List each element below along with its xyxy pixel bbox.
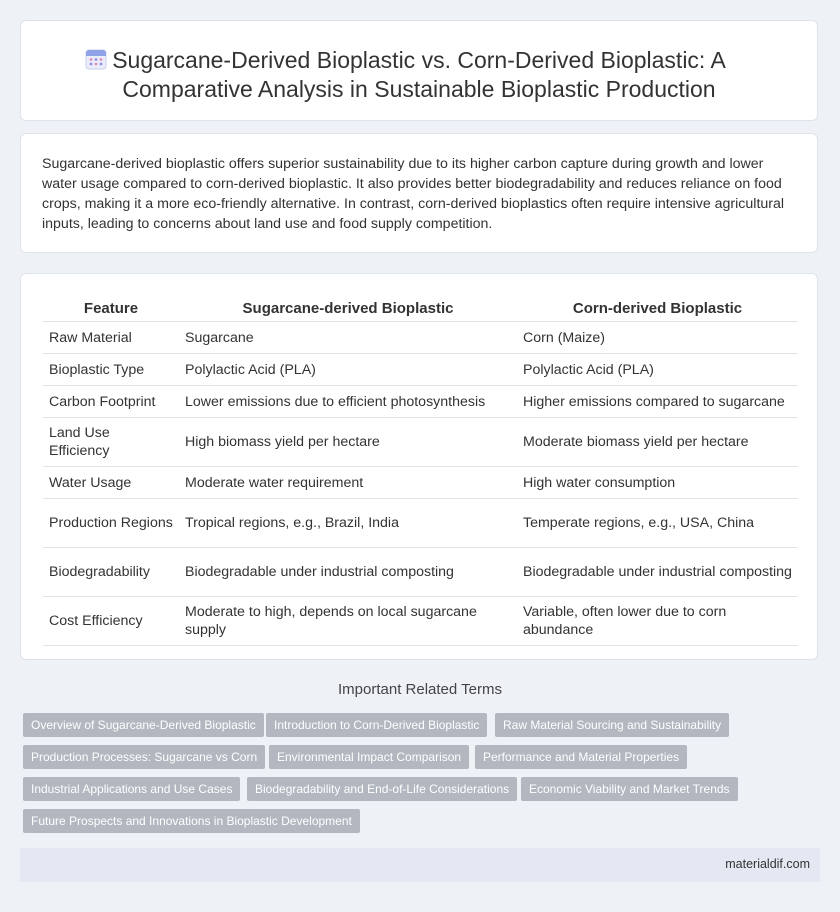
related-term-tag[interactable]: Performance and Material Properties: [475, 745, 687, 769]
table-row: [43, 418, 798, 467]
column-header: Corn-derived Bioplastic: [517, 293, 798, 322]
table-cell: Sugarcane: [179, 322, 517, 354]
related-term-tag[interactable]: Economic Viability and Market Trends: [521, 777, 738, 801]
related-term-tag[interactable]: Environmental Impact Comparison: [269, 745, 469, 769]
summary-text: Sugarcane-derived bioplastic offers superior sustainability due to its higher carbon capture during growth and lower water usage compared to corn-derived bioplastic. It also provides better biodegradability and reduces reliance on food crops, making it a more eco-friendly alternative. In contrast, corn-derived bioplastics often require intensive agricultural inputs, leading to concerns about land use and food supply competition.: [42, 156, 785, 232]
table-cell: Bioplastic Type: [43, 354, 179, 386]
table-row: [43, 354, 798, 386]
table-row: [43, 548, 798, 597]
table-cell: Tropical regions, e.g., Brazil, India: [179, 499, 517, 548]
table-cell: Land Use Efficiency: [43, 418, 179, 467]
related-terms-heading: Important Related Terms: [338, 681, 502, 698]
table-cell: Raw Material: [43, 322, 179, 354]
table-cell: Carbon Footprint: [43, 386, 179, 418]
table-row: [43, 467, 798, 499]
table-cell: Moderate biomass yield per hectare: [517, 418, 798, 467]
related-term-tag[interactable]: Introduction to Corn-Derived Bioplastic: [266, 713, 487, 737]
comparison-table: [43, 293, 798, 646]
table-row: [43, 386, 798, 418]
comparison-table-card: [20, 273, 818, 660]
column-header: Sugarcane-derived Bioplastic: [179, 293, 517, 322]
page-title: Sugarcane-Derived Bioplastic vs. Corn-Derived Bioplastic: A Comparative Analysis in Sustainable Bioplastic Production: [112, 47, 726, 102]
table-row: [43, 499, 798, 548]
table-header-row: [43, 293, 798, 322]
table-cell: Lower emissions due to efficient photosynthesis: [179, 386, 517, 418]
related-term-tag[interactable]: Raw Material Sourcing and Sustainability: [495, 713, 729, 737]
table-cell: Polylactic Acid (PLA): [517, 354, 798, 386]
table-row: [43, 597, 798, 646]
related-term-tag[interactable]: Biodegradability and End-of-Life Considerations: [247, 777, 517, 801]
table-cell: Water Usage: [43, 467, 179, 499]
table-cell: Corn (Maize): [517, 322, 798, 354]
footer-site-link[interactable]: materialdif.com: [725, 857, 810, 871]
table-cell: Moderate to high, depends on local sugarcane supply: [179, 597, 517, 646]
table-cell: Biodegradability: [43, 548, 179, 597]
column-header: Feature: [43, 293, 179, 322]
related-term-tag[interactable]: Industrial Applications and Use Cases: [23, 777, 240, 801]
summary-card: [20, 133, 818, 253]
table-cell: Biodegradable under industrial composting: [179, 548, 517, 597]
table-cell: Variable, often lower due to corn abundance: [517, 597, 798, 646]
title-card: [20, 20, 818, 121]
table-cell: Cost Efficiency: [43, 597, 179, 646]
table-cell: Biodegradable under industrial composting: [517, 548, 798, 597]
table-cell: High biomass yield per hectare: [179, 418, 517, 467]
table-cell: High water consumption: [517, 467, 798, 499]
table-cell: Moderate water requirement: [179, 467, 517, 499]
related-term-tag[interactable]: Future Prospects and Innovations in Bioplastic Development: [23, 809, 360, 833]
table-cell: Polylactic Acid (PLA): [179, 354, 517, 386]
footer-bar: [20, 848, 820, 882]
related-term-tag[interactable]: Overview of Sugarcane-Derived Bioplastic: [23, 713, 264, 737]
table-cell: Higher emissions compared to sugarcane: [517, 386, 798, 418]
table-row: [43, 322, 798, 354]
table-cell: Production Regions: [43, 499, 179, 548]
related-term-tag[interactable]: Production Processes: Sugarcane vs Corn: [23, 745, 265, 769]
table-cell: Temperate regions, e.g., USA, China: [517, 499, 798, 548]
